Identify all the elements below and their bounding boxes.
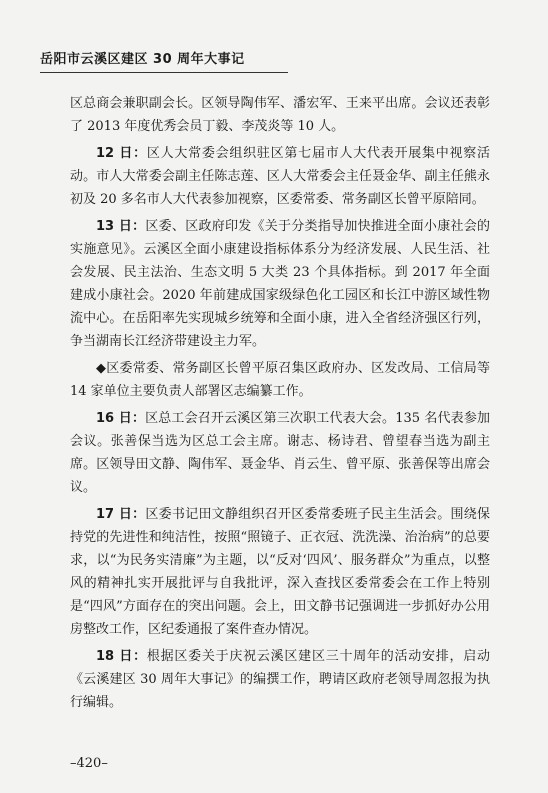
page-number: –420– [70,756,108,771]
paragraph [70,142,490,211]
paragraph [70,407,490,499]
running-header-title: 岳阳市云溪区建区 30 周年大事记 [40,52,245,67]
paragraph-text: 区总商会兼职副会长。区领导陶伟军、潘宏军、王来平出席。会议还表彰了 2013 年度优秀会员丁毅、李茂炎等 10 人。 [70,96,490,134]
paragraph [70,92,490,138]
entry-date: 12 日： [96,146,147,161]
entry-date: 18 日： [96,649,147,664]
entry-date: 17 日： [96,507,146,522]
paragraph-text: 区委书记田文静组织召开区委常委班子民主生活会。围绕保持党的先进性和纯洁性，按照“照镜子、正衣冠、洗洗澡、治治病”的总要求，以“为民务实清廉”为主题，以“反对‘四风’、服务群众”为重点，以整风的精神扎实开展批评与自我批评，深入查找区委常委会在工作上特别是“四风”方面存在的突出问题。会上，田文静书记强调进一步抓好办公用房整改工作，区纪委通报了案件查办情况。 [70,507,490,637]
entry-date: 13 日： [96,219,146,234]
paragraph [70,645,490,714]
paragraph [70,215,490,353]
document-body [70,92,490,718]
entry-date: 16 日： [96,411,146,426]
paragraph [70,357,490,403]
paragraph-text: ◆区委常委、常务副区长曾平原召集区政府办、区发改局、工信局等 14 家单位主要负责人部署区志编纂工作。 [70,361,490,399]
paragraph-text: 区人大常委会组织驻区第七届市人大代表开展集中视察活动。市人大常委会副主任陈志莲、区人大常委会主任聂金华、副主任熊永初及 20 多名市人大代表参加视察，区委常委、常务副区长曾平原陪同。 [70,146,490,207]
header-rule [40,72,288,73]
paragraph [70,503,490,641]
paragraph-text: 区总工会召开云溪区第三次职工代表大会。135 名代表参加会议。张善保当选为区总工会主席。谢志、杨诗君、曾望春当选为副主席。区领导田文静、陶伟军、聂金华、肖云生、曾平原、张善保等出席会议。 [70,411,490,495]
paragraph-text: 区委、区政府印发《关于分类指导加快推进全面小康社会的实施意见》。云溪区全面小康建设指标体系分为经济发展、人民生活、社会发展、民主法治、生态文明 5 大类 23 个具体指标。到 2017 年全面建成小康社会。2020 年前建成国家级绿色化工园区和长江中游区域性物流中心。在岳阳率先实现城乡统筹和全面小康，进入全省经济强区行列，争当湖南长江经济带建设主力军。 [70,219,490,349]
paragraph-text: 根据区委关于庆祝云溪区建区三十周年的活动安排，启动《云溪建区 30 周年大事记》的编撰工作，聘请区政府老领导周忽报为执行编辑。 [70,649,490,710]
